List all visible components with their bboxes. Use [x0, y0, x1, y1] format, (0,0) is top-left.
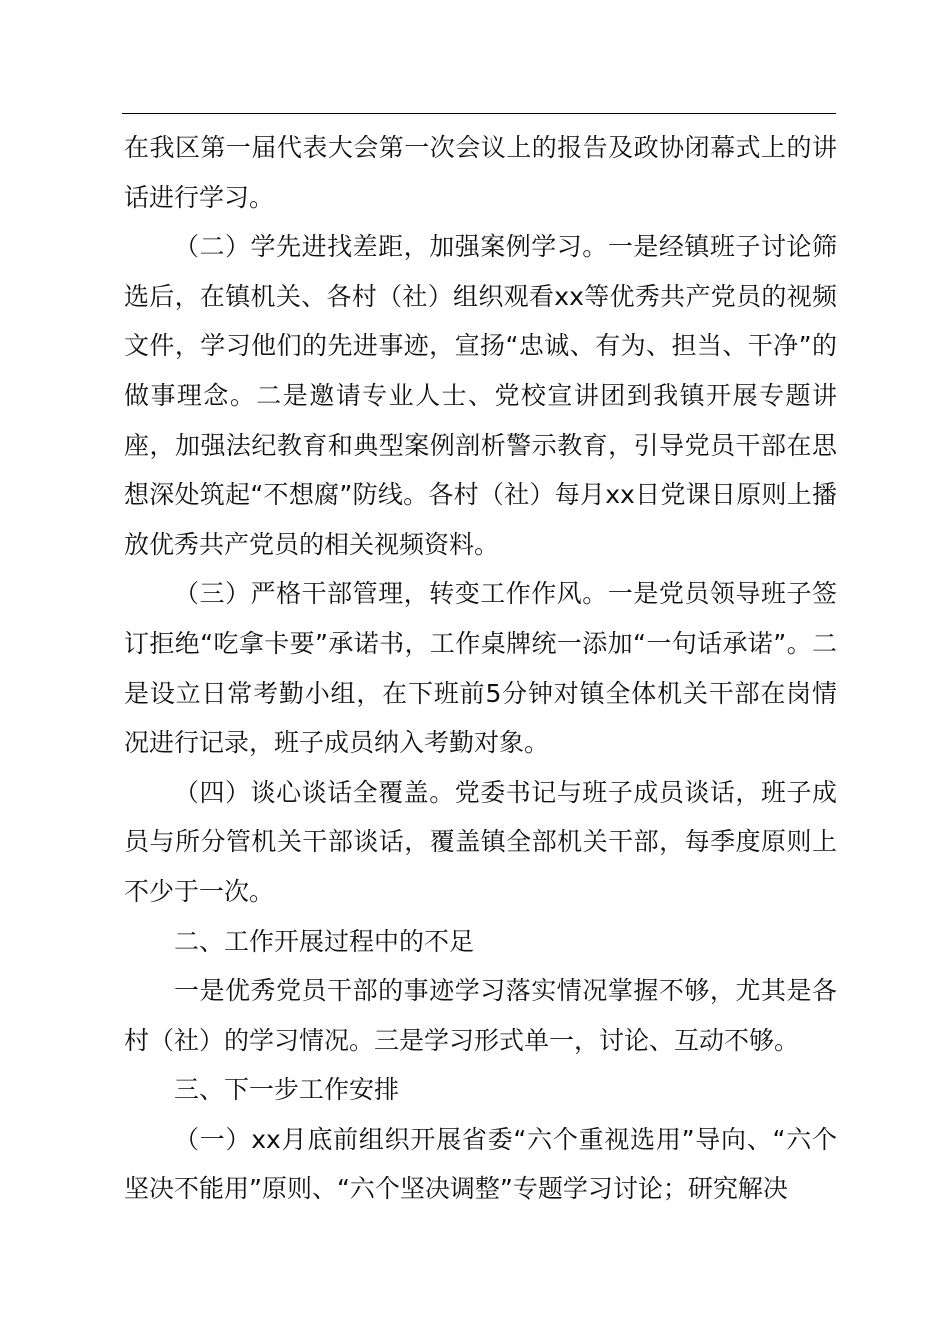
paragraph-cadre-management: （三）严格干部管理，转变工作作风。一是党员领导班子签订拒绝“吃拿卡要”承诺书，工作桌牌统一添加“一句话承诺”。二是设立日常考勤小组，在下班前5分钟对镇全体机关干部在岗情况进行记录，班子成员纳入考勤对象。: [124, 579, 837, 758]
paragraph-continuation: 在我区第一届代表大会第一次会议上的报告及政协闭幕式上的讲话进行学习。: [124, 133, 837, 212]
paragraph-next-step-one: （一）xx月底前组织开展省委“六个重视选用”导向、“六个坚决不能用”原则、“六个坚决调整”专题学习讨论；研究解决: [124, 1124, 837, 1204]
paragraph-shortcomings: 一是优秀党员干部的事迹学习落实情况掌握不够，尤其是各村（社）的学习情况。三是学习形式单一，讨论、互动不够。: [124, 976, 837, 1055]
header-rule: [122, 113, 836, 114]
paragraph-case-study: （二）学先进找差距，加强案例学习。一是经镇班子讨论筛选后，在镇机关、各村（社）组织观看xx等优秀共产党员的视频文件，学习他们的先进事迹，宣扬“忠诚、有为、担当、干净”的做事理念。二是邀请专业人士、党校宣讲团到我镇开展专题讲座，加强法纪教育和典型案例剖析警示教育，引导党员干部在思想深处筑起“不想腐”防线。各村（社）每月xx日党课日原则上播放优秀共产党员的相关视频资料。: [124, 232, 837, 559]
section-heading-shortcomings: 二、工作开展过程中的不足: [174, 926, 475, 956]
paragraph-heart-to-heart-talks: （四）谈心谈话全覆盖。党委书记与班子成员谈话，班子成员与所分管机关干部谈话，覆盖镇全部机关干部，每季度原则上不少于一次。: [124, 777, 837, 906]
document-body: [124, 123, 837, 1214]
section-heading-next-steps: 三、下一步工作安排: [174, 1075, 400, 1105]
